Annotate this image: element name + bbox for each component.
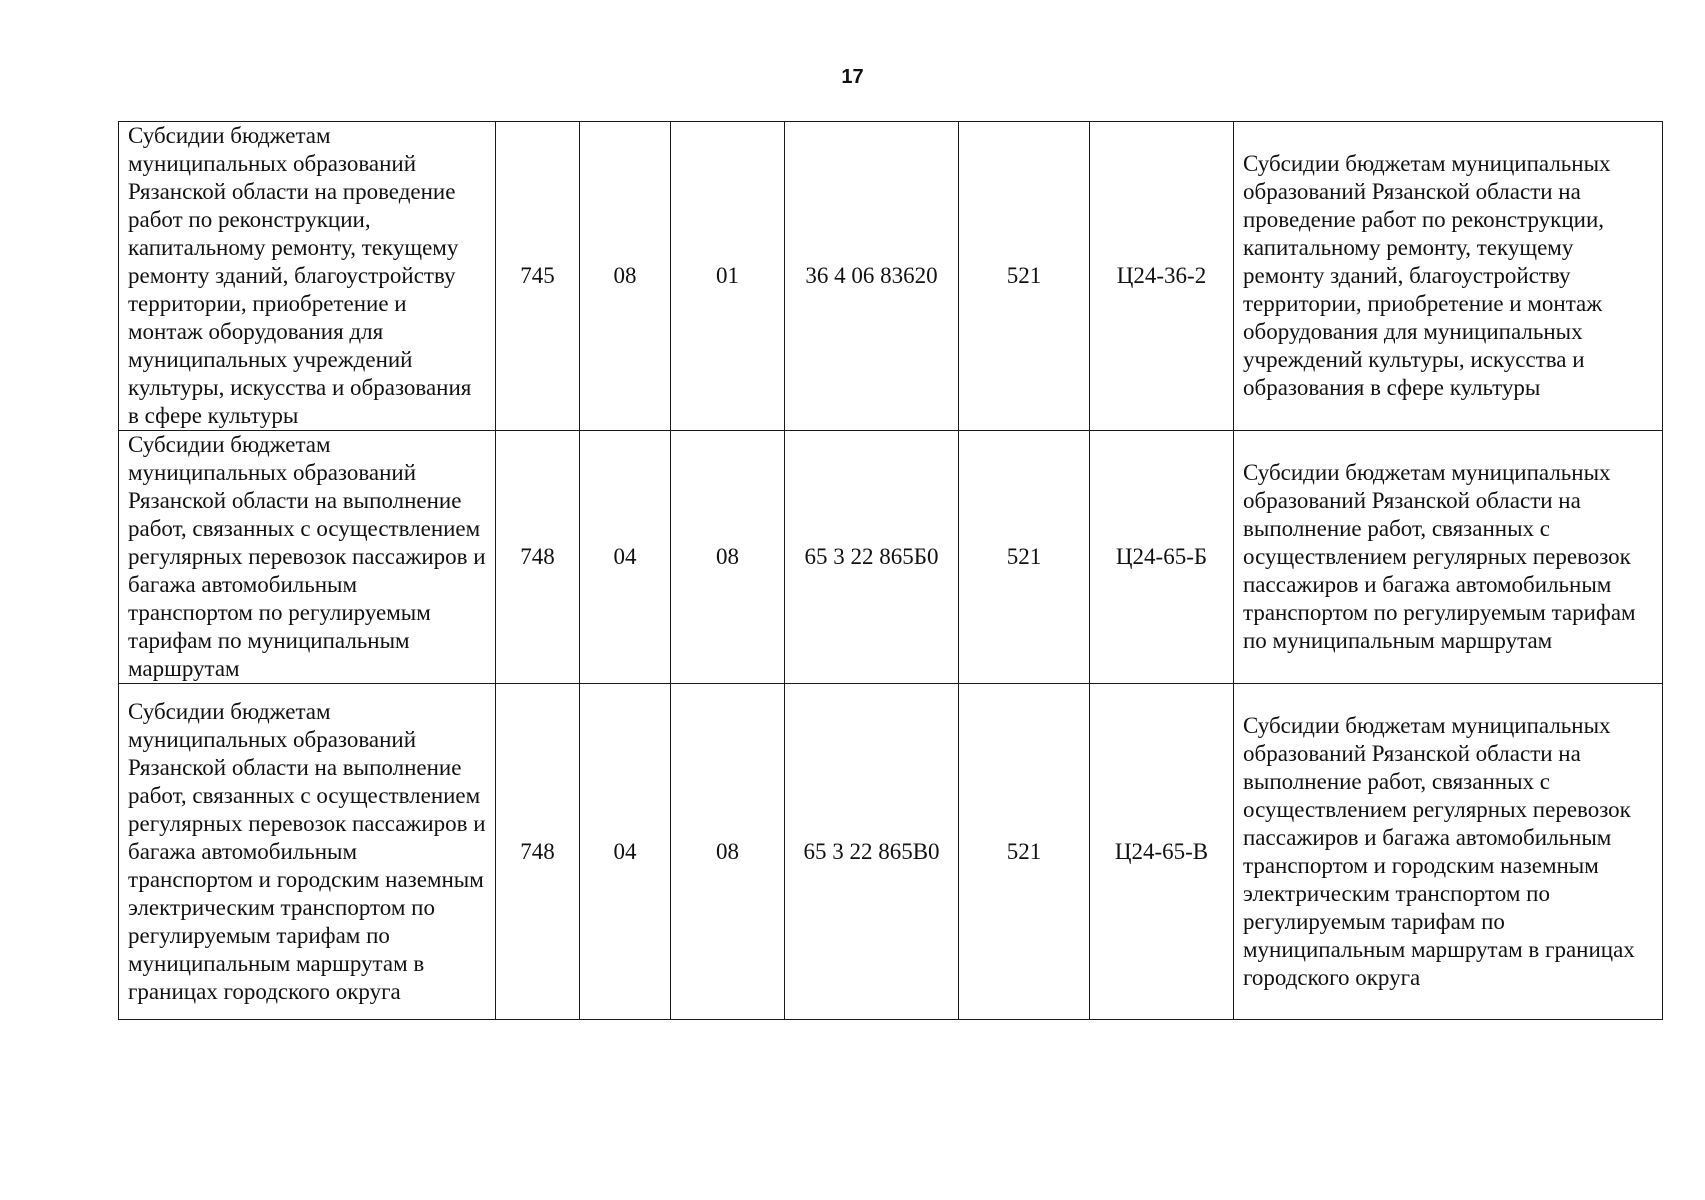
row-description-right: Субсидии бюджетам муниципальных образований Рязанской области на проведение работ по реконструкции, капитальному ремонту, текущему ремонту зданий, благоустройству территории, приобретение и монтаж оборудования для муниципальных учреждений культуры, искусства и образования в сфере культуры (1234, 122, 1663, 431)
target-article-cell: 65 3 22 865В0 (785, 684, 959, 1020)
table-row (119, 122, 1663, 431)
expense-type-cell: 521 (959, 431, 1090, 684)
budget-classification-table (118, 121, 1663, 1020)
expense-type-cell: 521 (959, 684, 1090, 1020)
purpose-code-cell: Ц24-65-Б (1090, 431, 1234, 684)
section-cell: 04 (580, 684, 671, 1020)
admin-code-cell: 748 (496, 684, 580, 1020)
section-cell: 04 (580, 431, 671, 684)
purpose-code-cell: Ц24-65-В (1090, 684, 1234, 1020)
row-description-left: Субсидии бюджетам муниципальных образований Рязанской области на выполнение работ, связанных с осуществлением регулярных перевозок пассажиров и багажа автомобильным транспортом и городским наземным электрическим транспортом по регулируемым тарифам по муниципальным маршрутам в границах городского округа (119, 684, 496, 1020)
row-description-right: Субсидии бюджетам муниципальных образований Рязанской области на выполнение работ, связанных с осуществлением регулярных перевозок пассажиров и багажа автомобильным транспортом по регулируемым тарифам по муниципальным маршрутам (1234, 431, 1663, 684)
purpose-code-cell: Ц24-36-2 (1090, 122, 1234, 431)
table-row (119, 431, 1663, 684)
section-cell: 08 (580, 122, 671, 431)
subsection-cell: 08 (671, 431, 785, 684)
row-description-left: Субсидии бюджетам муниципальных образований Рязанской области на выполнение работ, связанных с осуществлением регулярных перевозок пассажиров и багажа автомобильным транспортом по регулируемым тарифам по муниципальным маршрутам (119, 431, 496, 684)
subsection-cell: 01 (671, 122, 785, 431)
table-row (119, 684, 1663, 1020)
admin-code-cell: 748 (496, 431, 580, 684)
admin-code-cell: 745 (496, 122, 580, 431)
page-number: 17 (841, 66, 864, 88)
expense-type-cell: 521 (959, 122, 1090, 431)
target-article-cell: 65 3 22 865Б0 (785, 431, 959, 684)
target-article-cell: 36 4 06 83620 (785, 122, 959, 431)
row-description-right: Субсидии бюджетам муниципальных образований Рязанской области на выполнение работ, связанных с осуществлением регулярных перевозок пассажиров и багажа автомобильным транспортом и городским наземным электрическим транспортом по регулируемым тарифам по муниципальным маршрутам в границах городского округа (1234, 684, 1663, 1020)
subsection-cell: 08 (671, 684, 785, 1020)
row-description-left: Субсидии бюджетам муниципальных образований Рязанской области на проведение работ по реконструкции, капитальному ремонту, текущему ремонту зданий, благоустройству территории, приобретение и монтаж оборудования для муниципальных учреждений культуры, искусства и образования в сфере культуры (119, 122, 496, 431)
